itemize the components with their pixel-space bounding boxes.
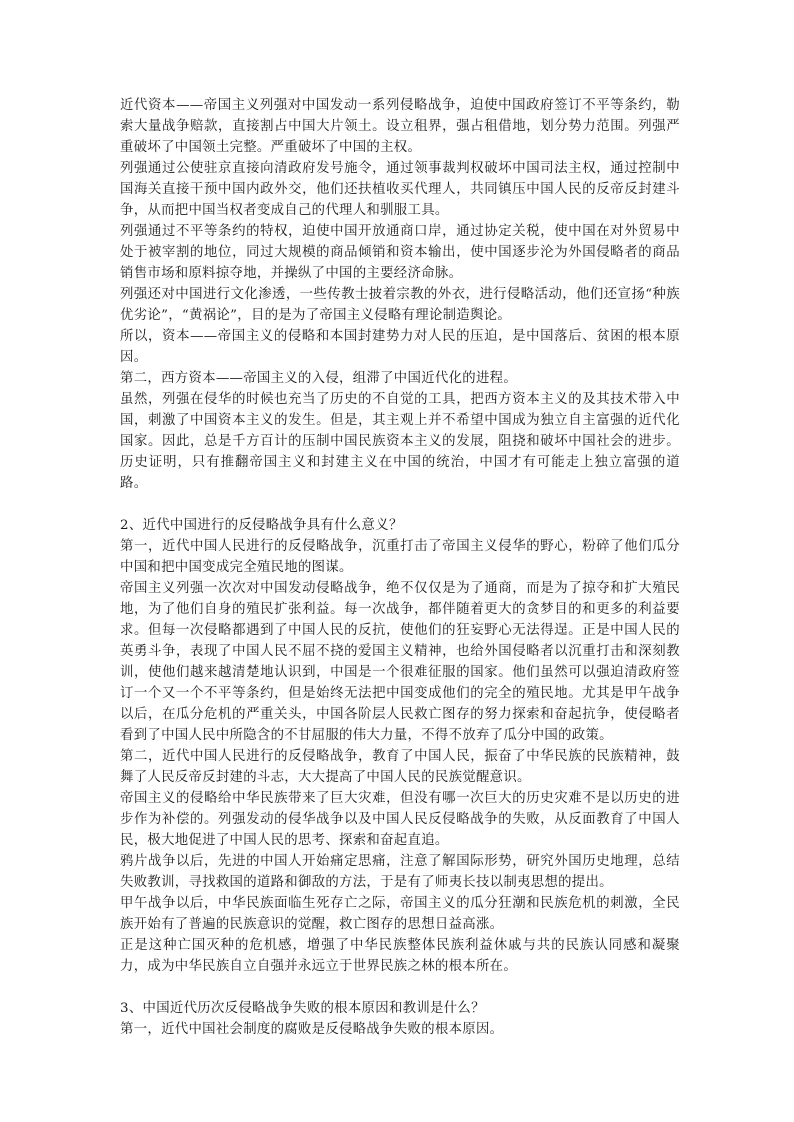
body-paragraph: 正是这种亡国灭种的危机感，增强了中华民族整体民族利益休戚与共的民族认同感和凝聚力，成为中华民族自立自强并永远立于世界民族之林的根本所在。 [120,938,680,974]
body-paragraph: 帝国主义列强一次次对中国发动侵略战争，绝不仅仅是为了通商，而是为了掠夺和扩大殖民地，为了他们自身的殖民扩张利益。每一次战争，都伴随着更大的贪梦目的和更多的利益要求。但每一次侵略都遇到了中国人民的反抗，使他们的狂妄野心无法得逞。正是中国人民的英勇斗争，表现了中国人民不屈不挠的爱国主义精神，也给外国侵略者以沉重打击和深刻教训，使他们越来越清楚地认识到，中国是一个很难征服的国家。他们虽然可以强迫清政府签订一个又一个不平等条约，但是始终无法把中国变成他们的完全的殖民地。尤其是甲午战争以后，在瓜分危机的严重关头，中国各阶层人民救亡图存的努力探索和奋起抗争，使侵略者看到了中国人民中所隐含的不甘屈服的伟大力量，不得不放弃了瓜分中国的政策。 [120,581,680,743]
body-paragraph: 鸦片战争以后，先进的中国人开始痛定思痛，注意了解国际形势，研究外国历史地理，总结失败教训，寻找救国的道路和御敌的方法，于是有了师夷长技以制夷思想的提出。 [120,854,680,890]
body-paragraph: 第二，西方资本——帝国主义的入侵，组滞了中国近代化的进程。 [120,371,518,386]
body-paragraph: 第一，近代中国人民进行的反侵略战争，沉重打击了帝国主义侵华的野心，粉碎了他们瓜分中国和把中国变成完全殖民地的图谋。 [120,539,680,575]
body-paragraph: 第二，近代中国人民进行的反侵略战争，教育了中国人民，振奋了中华民族的民族精神，鼓舞了人民反帝反封建的斗志，大大提高了中国人民的民族觉醒意识。 [120,749,680,785]
body-paragraph: 列强通过公使驻京直接向清政府发号施令，通过领事裁判权破坏中国司法主权，通过控制中国海关直接干预中国内政外交，他们还扶植收买代理人，共同镇压中国人民的反帝反封建斗争，从而把中国当权者变成自己的代理人和驯服工具。 [120,161,680,218]
body-paragraph: 所以，资本——帝国主义的侵略和本国封建势力对人民的压迫，是中国落后、贫困的根本原因。 [120,329,680,365]
question-heading: 3、中国近代历次反侵略战争失败的根本原因和教训是什么？ [120,1001,485,1016]
body-paragraph: 虽然，列强在侵华的时候也充当了历史的不自觉的工具，把西方资本主义的及其技术带入中国，刺激了中国资本主义的发生。但是，其主观上并不希望中国成为独立自主富强的近代化国家。因此，总是千方百计的压制中国民族资本主义的发展，阻挠和破坏中国社会的进步。历史证明，只有推翻帝国主义和封建主义在中国的统治，中国才有可能走上独立富强的道路。 [120,392,680,491]
document-page [120,95,680,1040]
body-paragraph: 帝国主义的侵略给中华民族带来了巨大灾难，但没有哪一次巨大的历史灾难不是以历史的进步作为补偿的。列强发动的侵华战争以及中国人民反侵略战争的失败，从反面教育了中国人民，极大地促进了中国人民的思考、探索和奋起直追。 [120,791,680,848]
paragraph-spacer [120,977,680,998]
body-paragraph: 列强通过不平等条约的特权，迫使中国开放通商口岸，通过协定关税，使中国在对外贸易中处于被宰割的地位，同过大规模的商品倾销和资本输出，使中国逐步沦为外国侵略者的商品销售市场和原料掠夺地，并操纵了中国的主要经济命脉。 [120,224,680,281]
question-heading: 2、近代中国进行的反侵略战争具有什么意义？ [120,518,403,533]
paragraph-spacer [120,494,680,515]
body-paragraph: 甲午战争以后，中华民族面临生死存亡之际，帝国主义的瓜分狂潮和民族危机的刺激，全民族开始有了普遍的民族意识的觉醒，救亡图存的思想日益高涨。 [120,896,680,932]
body-paragraph: 近代资本——帝国主义列强对中国发动一系列侵略战争，迫使中国政府签订不平等条约，勒索大量战争赔款，直接割占中国大片领土。设立租界，强占租借地，划分势力范围。列强严重破坏了中国领土完整。严重破坏了中国的主权。 [120,98,680,155]
body-paragraph: 列强还对中国进行文化渗透，一些传教士披着宗教的外衣，进行侵略活动，他们还宣扬“种族优劣论”，“黄祸论”，目的是为了帝国主义侵略有理论制造舆论。 [120,287,680,323]
body-paragraph: 第一，近代中国社会制度的腐败是反侵略战争失败的根本原因。 [120,1022,504,1037]
